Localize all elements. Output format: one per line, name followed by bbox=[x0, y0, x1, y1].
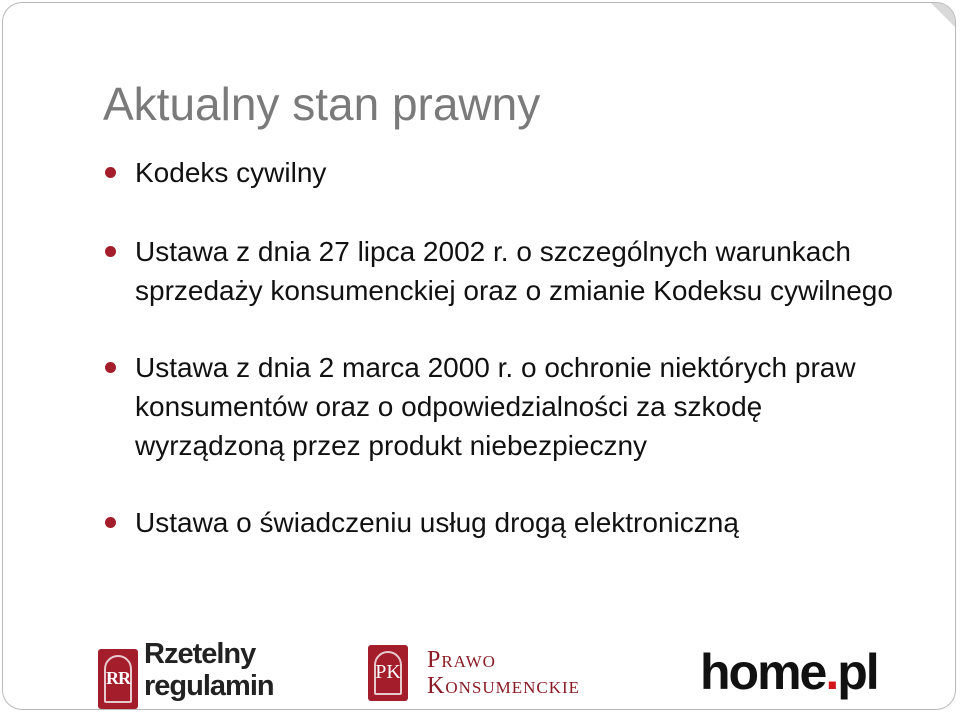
pk-line1: Prawo bbox=[427, 647, 496, 673]
bullet-dot-icon bbox=[105, 362, 116, 373]
home-text: home bbox=[700, 644, 826, 700]
rr-line2: regulamin bbox=[144, 670, 274, 702]
bullet-item bbox=[105, 348, 905, 465]
bullet-item bbox=[105, 503, 905, 542]
bullet-text: Ustawa o świadczeniu usług drogą elektroniczną bbox=[135, 507, 739, 538]
pk-line2: Konsumenckie bbox=[427, 673, 581, 699]
bullet-item bbox=[105, 153, 905, 192]
bullet-item bbox=[105, 232, 905, 310]
bullet-dot-icon bbox=[105, 246, 116, 257]
home-dot: . bbox=[825, 644, 838, 700]
page-corner bbox=[930, 2, 956, 28]
slide-title: Aktualny stan prawny bbox=[103, 78, 541, 130]
bullet-text: Ustawa z dnia 27 lipca 2002 r. o szczególnych warunkach sprzedaży konsumenckiej oraz o zmianie Kodeksu cywilnego bbox=[135, 236, 893, 306]
home-tld: pl bbox=[837, 644, 878, 700]
bullet-dot-icon bbox=[105, 517, 116, 528]
logo-strip bbox=[3, 633, 956, 710]
rr-line1: Rzetelny bbox=[144, 638, 256, 670]
rr-monogram-icon: RR bbox=[98, 649, 138, 709]
bullet-list bbox=[105, 153, 905, 542]
home-pl-logo bbox=[700, 643, 878, 701]
pk-monogram-icon: PK bbox=[368, 645, 408, 701]
bullet-text: Ustawa z dnia 2 marca 2000 r. o ochronie niektórych praw konsumentów oraz o odpowiedzialności za szkodę wyrządzoną przez produkt niebezpieczny bbox=[135, 352, 856, 461]
bullet-text: Kodeks cywilny bbox=[135, 157, 327, 188]
slide bbox=[2, 2, 956, 710]
bullet-dot-icon bbox=[105, 167, 116, 178]
